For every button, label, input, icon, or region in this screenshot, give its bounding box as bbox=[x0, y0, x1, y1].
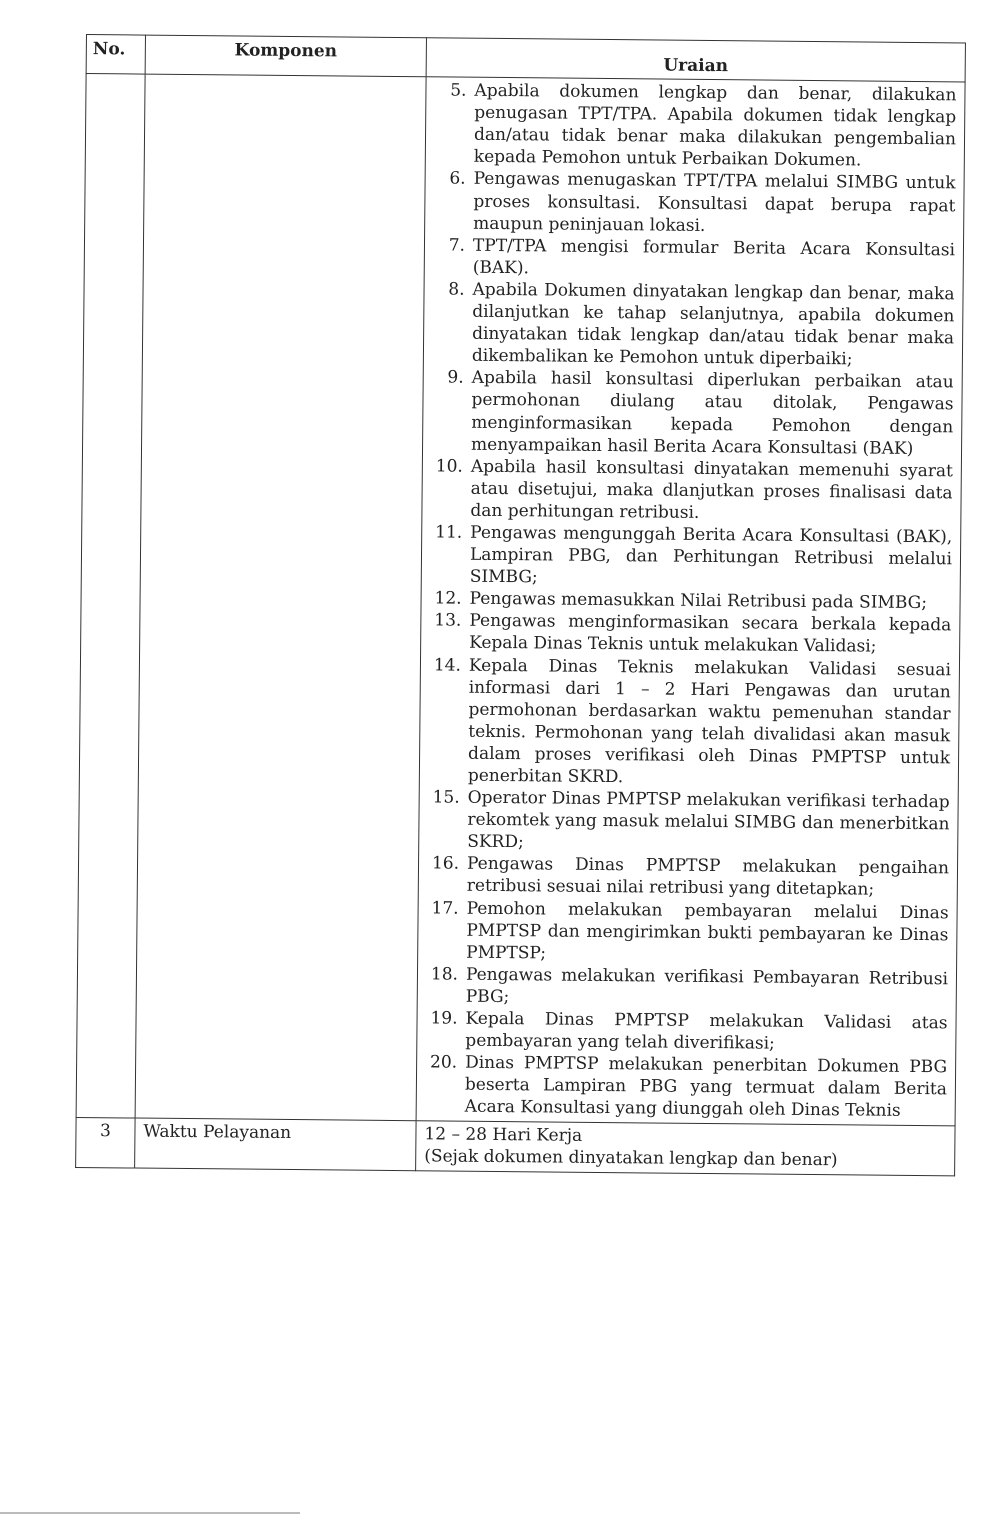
cell-no-empty bbox=[76, 74, 145, 1118]
step-text: Pengawas memasukkan Nilai Retribusi pada SIMBG; bbox=[469, 588, 928, 614]
row3-uraian-line1: 12 – 28 Hari Kerja bbox=[424, 1123, 583, 1146]
step-text: Kepala Dinas PMPTSP melakukan Validasi atas pembayaran yang telah diverifikasi; bbox=[465, 1008, 948, 1054]
procedure-step bbox=[428, 521, 953, 592]
step-text: Pemohon melakukan pembayaran melalui Dinas PMPTSP dan mengirimkan bukti pembayaran ke Dinas PMPTSP; bbox=[466, 898, 949, 964]
procedure-step bbox=[431, 234, 955, 283]
step-number: 12. bbox=[434, 588, 462, 609]
procedure-step bbox=[425, 786, 950, 857]
procedure-step bbox=[430, 278, 955, 371]
step-text: Pengawas menugaskan TPT/TPA melalui SIMBG untuk proses konsultasi. Konsultasi dapat berupa rapat maupun peninjauan lokasi. bbox=[473, 169, 956, 236]
procedure-steps-list bbox=[423, 79, 957, 1122]
scan-edge-line bbox=[0, 1512, 300, 1514]
procedure-step bbox=[429, 367, 954, 460]
cell-komponen-empty bbox=[135, 74, 426, 1120]
table-row-procedure bbox=[76, 74, 965, 1126]
cell-uraian-steps bbox=[416, 77, 965, 1126]
procedure-step bbox=[428, 455, 953, 526]
row3-uraian bbox=[416, 1120, 955, 1176]
step-text: Apabila dokumen lengkap dan benar, dilakukan penugasan TPT/TPA. Apabila dokumen tidak lengkap dan/atau tidak benar maka dilakukan pengembalian kepada Pemohon untuk Perbaikan Dokumen. bbox=[473, 80, 957, 171]
step-number: 10. bbox=[435, 456, 463, 477]
step-text: Kepala Dinas Teknis melakukan Validasi sesuai informasi dari 1 – 2 Hari Pengawas dan urutan permohonan berdasarkan waktu pemenuhan standar teknis. Permohonan yang telah divalidasi akan masuk dalam proses verifikasi oleh Dinas PMPTSP untuk penerbitan SKRD. bbox=[467, 655, 952, 788]
row3-komponen: Waktu Pelayanan bbox=[135, 1118, 416, 1172]
procedure-step bbox=[424, 897, 949, 968]
procedure-step bbox=[425, 853, 949, 902]
procedure-step bbox=[432, 79, 957, 172]
procedure-step bbox=[424, 963, 948, 1012]
step-text: Pengawas mengunggah Berita Acara Konsultasi (BAK), Lampiran PBG, dan Perhitungan Retribusi melalui SIMBG; bbox=[469, 522, 953, 588]
procedure-step bbox=[426, 654, 951, 792]
step-number: 20. bbox=[429, 1052, 458, 1073]
row3-uraian-line2: (Sejak dokumen dinyatakan lengkap dan benar) bbox=[424, 1146, 838, 1171]
step-number: 8. bbox=[448, 279, 465, 300]
step-text: Operator Dinas PMPTSP melakukan verifikasi terhadap rekomtek yang masuk melalui SIMBG dan menerbitkan SKRD; bbox=[467, 787, 950, 853]
step-text: Apabila hasil konsultasi dinyatakan memenuhi syarat atau disetujui, maka dlanjutkan proses finalisasi data dan perhitungan retribusi. bbox=[470, 456, 953, 523]
step-text: Apabila Dokumen dinyatakan lengkap dan benar, maka dilanjutkan ke tahap selanjutnya, apabila dokumen dinyatakan tidak lengkap dan/atau tidak benar maka dikembalikan ke Pemohon untuk diperbaiki; bbox=[471, 279, 955, 370]
step-number: 6. bbox=[449, 168, 466, 190]
step-number: 5. bbox=[450, 80, 467, 101]
table-row-waktu-pelayanan bbox=[76, 1117, 955, 1176]
header-no: No. bbox=[86, 35, 145, 75]
step-number: 18. bbox=[430, 964, 459, 985]
header-uraian: Uraian bbox=[426, 38, 965, 82]
step-number: 19. bbox=[430, 1008, 458, 1029]
step-number: 16. bbox=[431, 853, 460, 874]
procedure-step bbox=[431, 168, 956, 239]
step-text: TPT/TPA mengisi formular Berita Acara Konsultasi (BAK). bbox=[472, 235, 956, 279]
header-komponen: Komponen bbox=[145, 35, 426, 77]
procedure-step bbox=[427, 610, 951, 659]
service-standard-table bbox=[75, 34, 966, 1177]
step-number: 17. bbox=[431, 897, 459, 919]
step-number: 9. bbox=[447, 367, 464, 388]
procedure-step bbox=[423, 1052, 948, 1123]
step-text: Pengawas menginformasikan secara berkala kepada Kepala Dinas Teknis untuk melakukan Validasi; bbox=[469, 611, 952, 658]
step-text: Dinas PMPTSP melakukan penerbitan Dokumen PBG beserta Lampiran PBG yang termuat dalam Berita Acara Konsultasi yang diunggah oleh Dinas Teknis bbox=[464, 1052, 948, 1122]
step-text: Pengawas melakukan verifikasi Pembayaran Retribusi PBG; bbox=[465, 964, 949, 1008]
procedure-step bbox=[423, 1007, 947, 1056]
step-number: 11. bbox=[435, 522, 463, 543]
step-text: Apabila hasil konsultasi diperlukan perbaikan atau permohonan diulang atau ditolak, Pengawas menginformasikan kepada Pemohon dengan menyampaikan hasil Berita Acara Konsultasi (BAK) bbox=[470, 368, 954, 459]
row3-no: 3 bbox=[76, 1117, 135, 1168]
step-number: 13. bbox=[434, 610, 462, 631]
step-number: 15. bbox=[432, 787, 460, 808]
step-number: 14. bbox=[433, 654, 462, 676]
step-number: 7. bbox=[448, 235, 466, 256]
step-text: Pengawas Dinas PMPTSP melakukan pengaihan retribusi sesuai nilai retribusi yang ditetapkan; bbox=[466, 854, 950, 901]
